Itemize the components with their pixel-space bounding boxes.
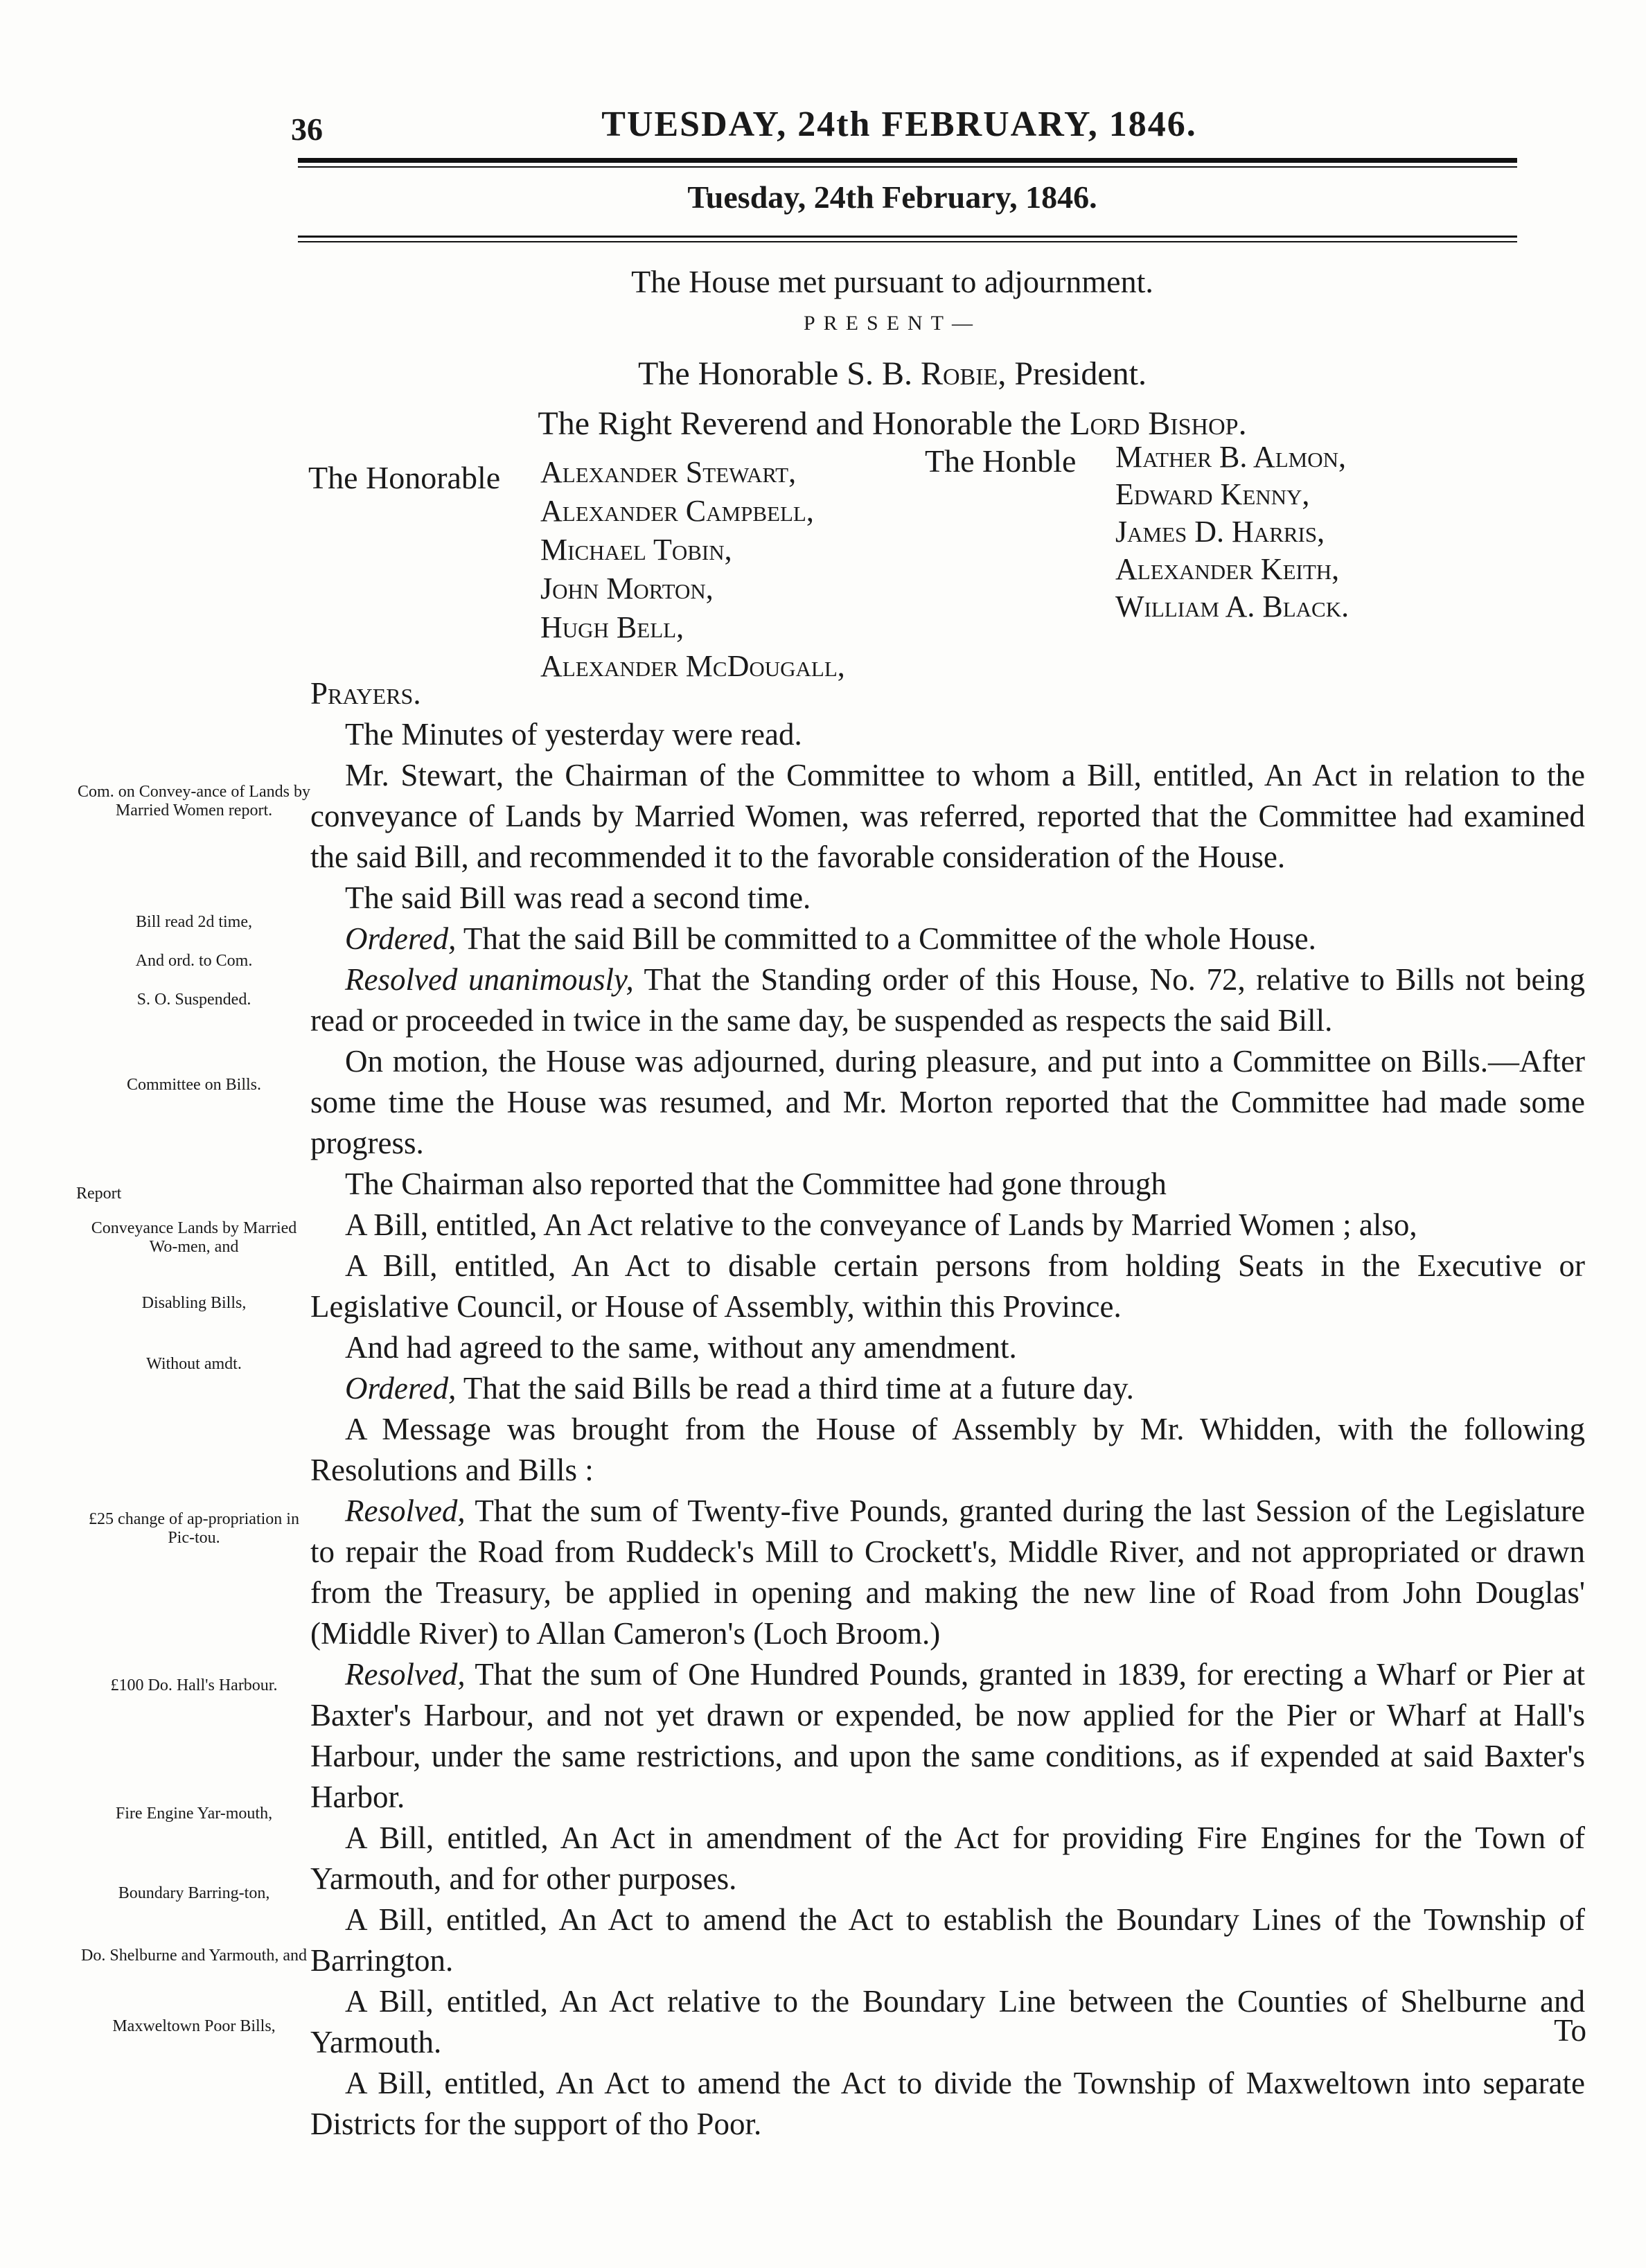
members-left-prefix: The Honorable xyxy=(308,460,501,495)
paragraph: The Minutes of yesterday were read. xyxy=(345,717,802,752)
margin-note: Bill read 2d time, xyxy=(136,913,252,931)
margin-note: Do. Shelburne and Yarmouth, and xyxy=(81,1947,307,1965)
paragraph: The Chairman also reported that the Committee had gone through xyxy=(345,1167,1167,1201)
date-rule-1 xyxy=(298,236,1517,238)
minutes-body xyxy=(310,673,1585,2145)
bishop-line: The Right Reverend and Honorable the Lord Bishop. xyxy=(538,405,1247,442)
date-heading: Tuesday, 24th February, 1846. xyxy=(687,179,1097,215)
header-rule-thin xyxy=(298,166,1517,168)
paragraph: A Bill, entitled, An Act to disable certain persons from holding Seats in the Executive or Legislative Council, or House of Assembly, within this Province. xyxy=(310,1248,1585,1324)
paragraph: A Bill, entitled, An Act relative to the Boundary Line between the Counties of Shelburne and Yarmouth. xyxy=(310,1984,1585,2059)
member-name: Mather B. Almon, xyxy=(1115,440,1346,474)
member-name: Alexander Campbell, xyxy=(540,494,814,528)
paragraph: Ordered, That the said Bill be committed to a Committee of the whole House. xyxy=(345,921,1316,956)
margin-note: And ord. to Com. xyxy=(135,952,253,970)
margin-note: Committee on Bills. xyxy=(126,1076,261,1094)
margin-note: £25 change of ap-propriation in Pic-tou. xyxy=(89,1510,299,1547)
paragraph: And had agreed to the same, without any amendment. xyxy=(345,1330,1017,1365)
margin-note: Conveyance Lands by Married Wo-men, and xyxy=(91,1219,297,1256)
paragraph: A Bill, entitled, An Act relative to the conveyance of Lands by Married Women ; also, xyxy=(345,1207,1417,1242)
margin-note: Com. on Convey-ance of Lands by Married Women report. xyxy=(78,783,310,820)
paragraph: A Bill, entitled, An Act in amendment of the Act for providing Fire Engines for the Town of Yarmouth, and for other purposes. xyxy=(310,1820,1585,1896)
paragraph: On motion, the House was adjourned, during pleasure, and put into a Committee on Bills.—After some time the House was resumed, and Mr. Morton reported that the Committee had made some progress. xyxy=(310,1044,1585,1160)
president-line: The Honorable S. B. Robie, President. xyxy=(638,355,1147,392)
member-name: James D. Harris, xyxy=(1115,515,1325,549)
margin-note: Disabling Bills, xyxy=(141,1294,247,1312)
paragraph: A Message was brought from the House of Assembly by Mr. Whidden, with the following Resolutions and Bills : xyxy=(310,1412,1585,1487)
member-name: Edward Kenny, xyxy=(1115,477,1310,511)
running-head: TUESDAY, 24th FEBRUARY, 1846. xyxy=(601,105,1197,144)
margin-note: Without amdt. xyxy=(146,1355,242,1373)
members-right-prefix: The Honble xyxy=(925,443,1077,479)
margin-note: Fire Engine Yar-mouth, xyxy=(115,1805,273,1823)
paragraph: A Bill, entitled, An Act to amend the Act to establish the Boundary Lines of the Township of Barrington. xyxy=(310,1902,1585,1978)
page-number: 36 xyxy=(291,112,323,147)
catchword: To xyxy=(1554,2013,1586,2048)
paragraph: A Bill, entitled, An Act to amend the Act to divide the Township of Maxweltown into separate Districts for the support of tho Poor. xyxy=(310,2066,1585,2141)
member-name: Alexander Stewart, xyxy=(540,455,797,489)
present-heading: PRESENT— xyxy=(803,312,982,335)
member-name: Hugh Bell, xyxy=(540,610,684,644)
member-name: Alexander McDougall, xyxy=(540,649,845,683)
paragraph: Ordered, That the said Bills be read a third time at a future day. xyxy=(345,1371,1134,1406)
margin-note: Boundary Barring-ton, xyxy=(118,1884,270,1902)
paragraph: Resolved unanimously, That the Standing order of this House, No. 72, relative to Bills not being read or proceeded in twice in the same day, be suspended as respects the said Bill. xyxy=(310,962,1585,1038)
prayers-heading: Prayers. xyxy=(310,676,421,711)
paragraph: Resolved, That the sum of Twenty-five Pounds, granted during the last Session of the Legislature to repair the Road from Ruddeck's Mill to Crockett's, Middle River, and not appropriated or drawn from the Treasury, be applied in opening and making the new line of Road from John Douglas' (Middle River) to Allan Cameron's (Loch Broom.) xyxy=(310,1494,1585,1651)
member-name: John Morton, xyxy=(540,572,714,605)
date-rule-2 xyxy=(298,241,1517,242)
margin-note: Report xyxy=(76,1185,122,1203)
meeting-line: The House met pursuant to adjournment. xyxy=(631,264,1153,299)
paragraph: The said Bill was read a second time. xyxy=(345,880,811,915)
margin-note: S. O. Suspended. xyxy=(136,991,251,1009)
paragraph: Resolved, That the sum of One Hundred Pounds, granted in 1839, for erecting a Wharf or Pier at Baxter's Harbour, and not yet drawn or expended, be now applied for the Pier or Wharf at Hall's Harbour, under the same restrictions, and upon the same conditions, as if expended at said Baxter's Harbor. xyxy=(310,1657,1585,1814)
member-name: Michael Tobin, xyxy=(540,533,732,567)
margin-note: £100 Do. Hall's Harbour. xyxy=(110,1676,278,1694)
member-name: William A. Black. xyxy=(1115,590,1349,623)
paragraph: Mr. Stewart, the Chairman of the Committee to whom a Bill, entitled, An Act in relation to the conveyance of Lands by Married Women, was referred, reported that the Committee had examined the said Bill, and recommended it to the favorable consideration of the House. xyxy=(310,758,1585,874)
member-name: Alexander Keith, xyxy=(1115,552,1340,586)
header-rule-thick xyxy=(298,158,1517,163)
margin-note: Maxweltown Poor Bills, xyxy=(112,2017,276,2035)
